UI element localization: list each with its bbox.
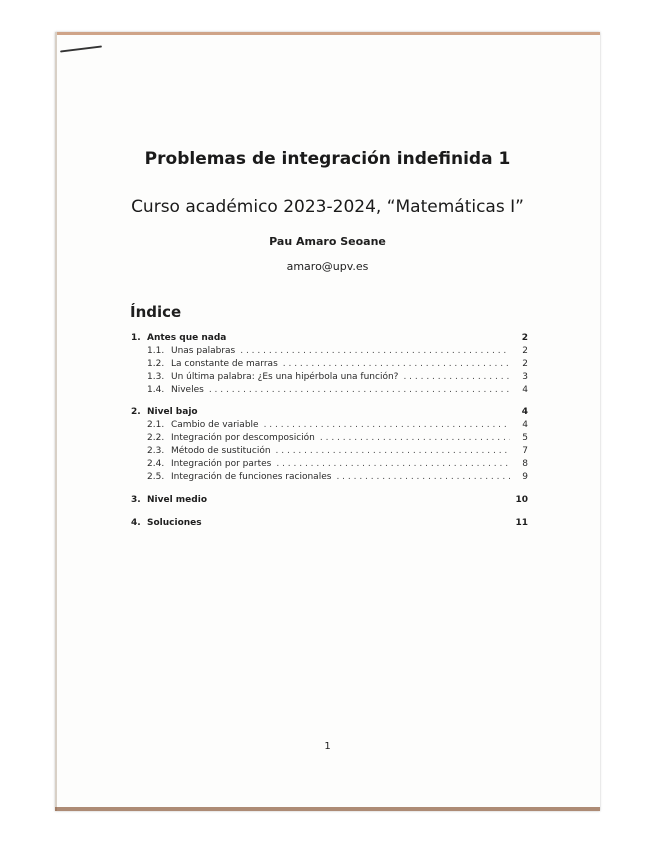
toc-leader-dots [320, 433, 510, 443]
toc-spacer [131, 398, 528, 407]
toc-entry-number: 2.4. [147, 459, 165, 469]
toc-section-page: 4 [521, 407, 528, 417]
toc-section-label: Antes que nada [147, 333, 227, 343]
toc-entry-label: Integración de funciones racionales [171, 472, 332, 482]
toc-section-page: 10 [515, 495, 528, 505]
toc-entry-page: 2 [522, 359, 528, 369]
toc-entry-page: 8 [522, 459, 528, 469]
toc-leader-dots [209, 385, 510, 395]
toc-heading: Índice [130, 303, 182, 321]
toc-section[interactable] [131, 333, 528, 346]
toc-entry-page: 3 [522, 372, 528, 382]
toc-entry-page: 5 [522, 433, 528, 443]
toc-entry-number: 1.4. [147, 385, 165, 395]
toc-section[interactable] [131, 518, 528, 531]
toc-leader-dots [276, 459, 510, 469]
page-number: 1 [324, 741, 331, 752]
toc-entry[interactable] [131, 446, 528, 459]
toc-section-page: 2 [521, 333, 528, 343]
toc-spacer [131, 485, 528, 495]
toc-leader-dots [403, 372, 510, 382]
toc-entry-number: 1.2. [147, 359, 165, 369]
toc-entry-page: 4 [522, 385, 528, 395]
toc-entry[interactable] [131, 433, 528, 446]
toc-entry-number: 1.3. [147, 372, 165, 382]
toc-entry-number: 2.5. [147, 472, 165, 482]
toc-section[interactable] [131, 407, 528, 420]
toc-leader-dots [336, 472, 510, 482]
author-name: Pau Amaro Seoane [269, 235, 386, 248]
toc-entry-label: Niveles [171, 385, 204, 395]
toc-entry-label: Método de sustitución [171, 446, 271, 456]
toc-section-number: 1. [131, 333, 141, 343]
toc-entry[interactable] [131, 359, 528, 372]
document-title: Problemas de integración indefinida 1 [144, 149, 511, 169]
toc-entry[interactable] [131, 346, 528, 359]
author-email: amaro@upv.es [286, 260, 369, 273]
toc-entry-label: Cambio de variable [171, 420, 259, 430]
toc-entry-number: 2.2. [147, 433, 165, 443]
toc-leader-dots [264, 420, 510, 430]
toc-entry[interactable] [131, 385, 528, 398]
toc-entry[interactable] [131, 459, 528, 472]
toc-entry[interactable] [131, 420, 528, 433]
toc-section-number: 4. [131, 518, 141, 528]
toc-entry-label: Unas palabras [171, 346, 236, 356]
document-subtitle: Curso académico 2023-2024, “Matemáticas I” [131, 197, 524, 217]
toc-entry-number: 2.1. [147, 420, 165, 430]
toc-leader-dots [276, 446, 510, 456]
toc-section-page: 11 [515, 518, 528, 528]
toc-entry-number: 2.3. [147, 446, 165, 456]
toc-section-label: Nivel bajo [147, 407, 198, 417]
toc-entry-page: 4 [522, 420, 528, 430]
table-of-contents [131, 333, 528, 531]
toc-section-number: 2. [131, 407, 141, 417]
toc-entry-label: Un última palabra: ¿Es una hipérbola una función? [171, 372, 399, 382]
toc-section-label: Soluciones [147, 518, 202, 528]
sheet-top-edge [55, 32, 600, 35]
toc-entry-page: 7 [522, 446, 528, 456]
toc-section-label: Nivel medio [147, 495, 207, 505]
toc-section[interactable] [131, 495, 528, 508]
toc-entry-page: 2 [522, 346, 528, 356]
toc-entry-number: 1.1. [147, 346, 165, 356]
toc-entry-label: Integración por descomposición [171, 433, 315, 443]
toc-leader-dots [240, 346, 510, 356]
toc-leader-dots [283, 359, 510, 369]
toc-entry[interactable] [131, 472, 528, 485]
toc-entry-page: 9 [522, 472, 528, 482]
toc-spacer [131, 508, 528, 518]
toc-entry-label: Integración por partes [171, 459, 272, 469]
sheet-bottom-edge [55, 807, 600, 811]
toc-entry[interactable] [131, 372, 528, 385]
toc-section-number: 3. [131, 495, 141, 505]
toc-entry-label: La constante de marras [171, 359, 278, 369]
